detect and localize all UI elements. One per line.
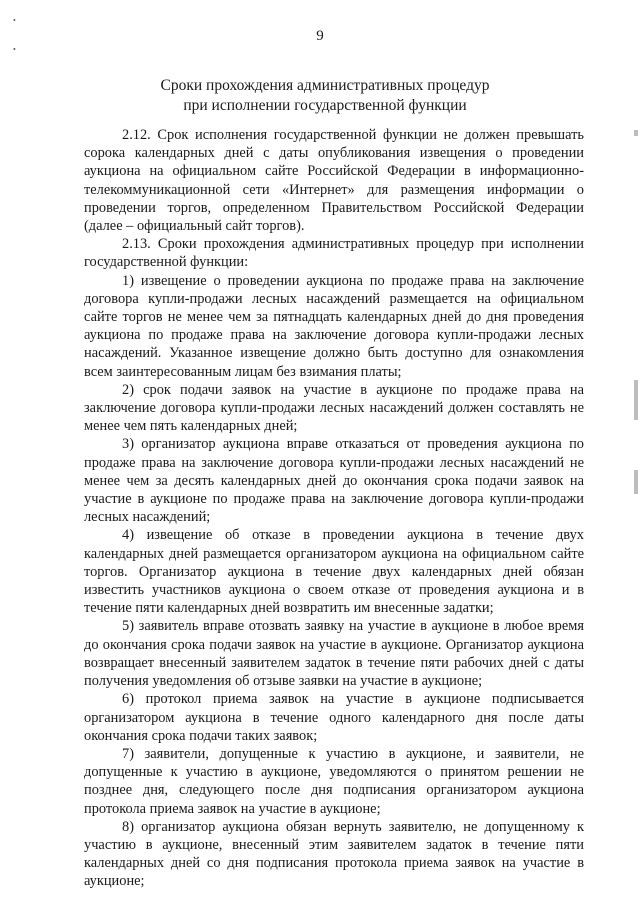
page-number: 9 (316, 28, 324, 44)
section-heading (80, 76, 570, 116)
document-body (84, 126, 584, 891)
heading-line-2: при исполнении государственной функции (183, 97, 467, 114)
list-item-4: 4) извещение об отказе в проведении аукциона в течение двух календарных дней размещается организатором аукциона на официальном сайте торгов. Организатор аукциона в течение двух календарных дней обязан известить участников аукциона о своем отказе от проведения аукциона и в течение пяти календарных дней возвратить им внесенные задатки; (84, 527, 584, 617)
list-item-8: 8) организатор аукциона обязан вернуть заявителю, не допущенному к участию в аукционе, внесенный этим заявителем задаток в течение пяти календарных дней со дня подписания протокола приема заявок на участие в аукционе; (84, 818, 584, 890)
scan-edge-mark (634, 470, 638, 494)
paragraph-2-12: 2.12. Срок исполнения государственной функции не должен превышать сорока календарных дней с даты опубликования извещения о проведении аукциона на официальном сайте Российской Федерации в информационно-телекоммуникационной сети «Интернет» для размещения информации о проведении торгов, определенном Правительством Российской Федерации (далее – официальный сайт торгов). (84, 127, 584, 235)
list-item-3: 3) организатор аукциона вправе отказаться от проведения аукциона по продаже права на заключение договора купли-продажи лесных насаждений не менее чем за десять календарных дней до окончания срока подачи заявок на участие в аукционе по продаже права на заключение договора купли-продажи лесных насаждений; (84, 436, 584, 526)
paragraph-2-13: 2.13. Сроки прохождения административных процедур при исполнении государственной функции: (84, 236, 584, 271)
list-item-5: 5) заявитель вправе отозвать заявку на участие в аукционе в любое время до окончания срока подачи заявок на участие в аукционе. Организатор аукциона возвращает внесенный заявителем задаток в течение пяти рабочих дней с даты получения уведомления об отзыве заявки на участие в аукционе; (84, 618, 584, 690)
list-item-7: 7) заявители, допущенные к участию в аукционе, и заявители, не допущенные к участию в аукционе, уведомляются о принятом решении не позднее дня, следующего после дня подписания организатором аукциона протокола приема заявок на участие в аукционе; (84, 745, 584, 817)
scan-edge-mark (634, 380, 638, 420)
scan-speck: • (13, 45, 16, 54)
list-item-6: 6) протокол приема заявок на участие в аукционе подписывается организатором аукциона в течение одного календарного дня после даты окончания срока подачи таких заявок; (84, 691, 584, 744)
heading-line-1: Сроки прохождения административных процедур (160, 77, 490, 94)
list-item-2: 2) срок подачи заявок на участие в аукционе по продаже права на заключение договора купли-продажи лесных насаждений должен составлять не менее чем пять календарных дней; (84, 381, 584, 435)
scan-speck: • (13, 16, 16, 25)
list-item-1: 1) извещение о проведении аукциона по продаже права на заключение договора купли-продажи лесных насаждений размещается на официальном сайте торгов не менее чем за пятнадцать календарных дней до дня проведения аукциона по продаже права на заключение договора купли-продажи лесных насаждений. Указанное извещение должно быть доступно для ознакомления всем заинтересованным лицам без взимания платы; (84, 272, 584, 380)
scan-edge-mark (634, 130, 638, 136)
